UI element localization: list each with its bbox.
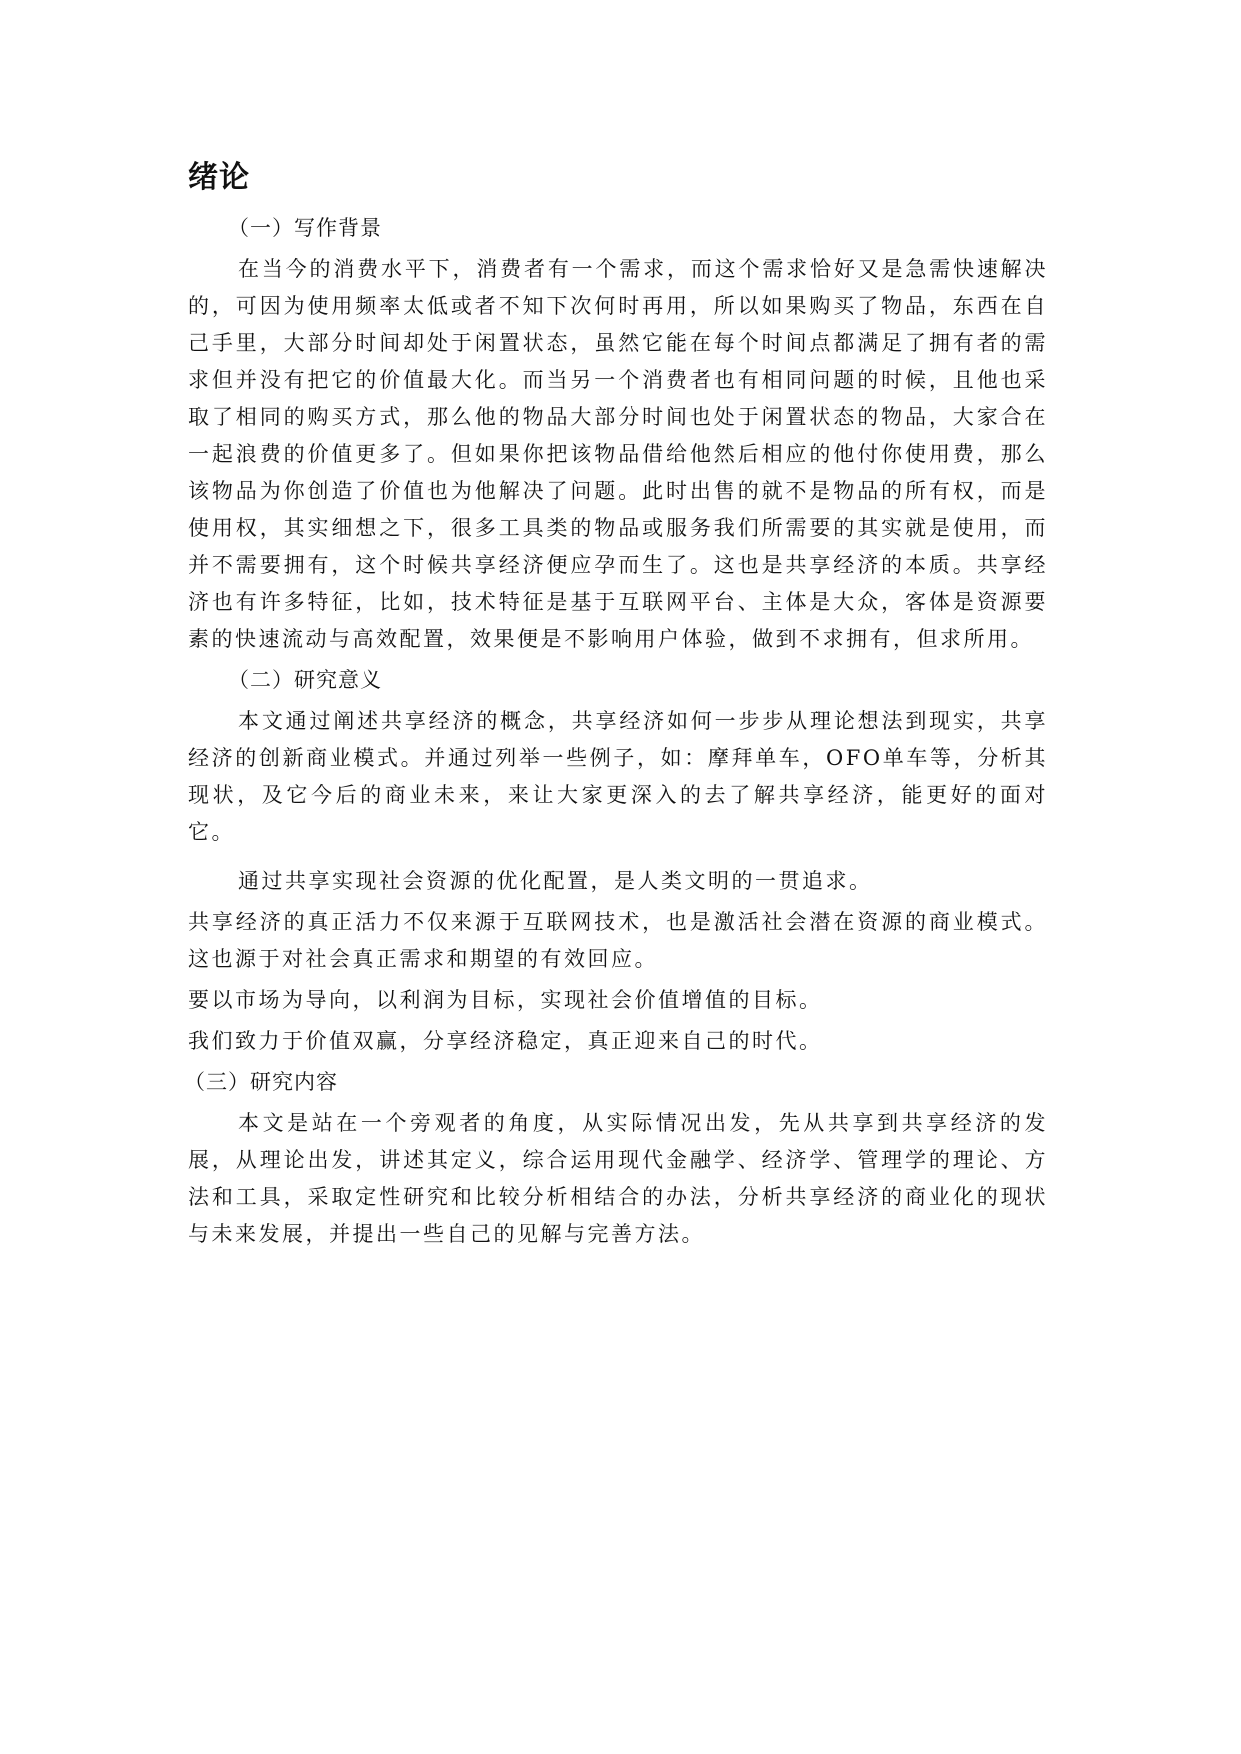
paragraph-significance-line-2: 要以市场为导向，以利润为目标，实现社会价值增值的目标。 [188,988,823,1012]
paragraph-significance-1: 本文通过阐述共享经济的概念，共享经济如何一步步从理论想法到现实，共享经济的创新商业模式。并通过列举一些例子，如：摩拜单车，OFO单车等，分析其现状，及它今后的商业未来，来让大家更深入的去了解共享经济，能更好的面对它。 [188,709,1048,844]
section-heading-background: （一）写作背景 [228,216,382,240]
paragraph-significance-line-1: 共享经济的真正活力不仅来源于互联网技术，也是激活社会潜在资源的商业模式。 这也源于对社会真正需求和期望的有效回应。 [188,910,1048,971]
document-page [184,158,1048,1257]
section-heading-significance: （二）研究意义 [228,668,382,692]
paragraph-background: 在当今的消费水平下，消费者有一个需求，而这个需求恰好又是急需快速解决的，可因为使用频率太低或者不知下次何时再用，所以如果购买了物品，东西在自己手里，大部分时间却处于闲置状态，虽然它能在每个时间点都满足了拥有者的需求但并没有把它的价值最大化。而当另一个消费者也有相同问题的时候，且他也采取了相同的购买方式，那么他的物品大部分时间也处于闲置状态的物品，大家合在一起浪费的价值更多了。但如果你把该物品借给他然后相应的他付你使用费，那么该物品为你创造了价值也为他解决了问题。此时出售的就不是物品的所有权，而是使用权，其实细想之下，很多工具类的物品或服务我们所需要的其实就是使用，而并不需要拥有，这个时候共享经济便应孕而生了。这也是共享经济的本质。共享经济也有许多特征，比如，技术特征是基于互联网平台、主体是大众，客体是资源要素的快速流动与高效配置，效果便是不影响用户体验，做到不求拥有，但求所用。 [188,257,1048,651]
paragraph-content: 本文是站在一个旁观者的角度，从实际情况出发，先从共享到共享经济的发展，从理论出发，讲述其定义，综合运用现代金融学、经济学、管理学的理论、方法和工具，采取定性研究和比较分析相结合的办法，分析共享经济的商业化的现状与未来发展，并提出一些自己的见解与完善方法。 [188,1111,1048,1246]
section-heading-content: （三）研究内容 [184,1070,338,1094]
paragraph-significance-2: 通过共享实现社会资源的优化配置，是人类文明的一贯追求。 [238,869,873,893]
document-title: 绪论 [188,160,250,195]
paragraph-significance-line-3: 我们致力于价值双赢，分享经济稳定，真正迎来自己的时代。 [188,1029,823,1053]
